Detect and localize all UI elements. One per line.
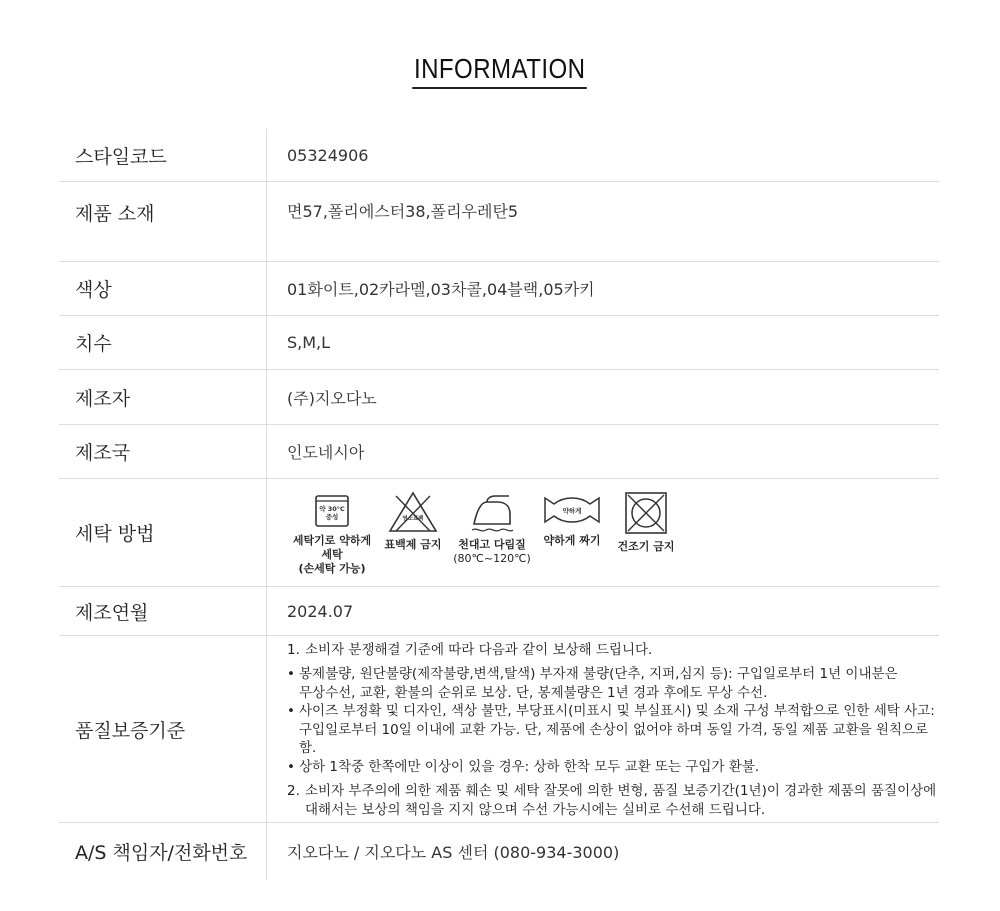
row-material: [59, 182, 939, 262]
wash-label: 세탁 방법: [59, 479, 267, 586]
wash-item-wring: [537, 490, 607, 548]
row-style-code: [59, 129, 939, 182]
quality-item2-number: 2.: [287, 783, 300, 800]
row-quality: [59, 636, 939, 823]
no-bleach-inner: 염소표백: [402, 515, 424, 522]
quality-bullet1-line2: 무상수선, 교환, 환불의 순위로 보상. 단, 봉제불량은 1년 경과 후에도 무상 수선.: [299, 684, 768, 701]
as-label: A/S 책임자/전화번호: [59, 823, 267, 880]
wash-caption-wring: 약하게 짜기: [543, 533, 601, 547]
as-value: 지오다노 / 지오다노 AS 센터 (080-934-3000): [287, 843, 620, 862]
quality-bullet3-line1: 상하 1착중 한쪽에만 이상이 있을 경우: 상하 한착 모두 교환 또는 구입가 환불.: [299, 758, 760, 775]
row-country: [59, 425, 939, 479]
country-value: 인도네시아: [287, 443, 365, 462]
quality-bullet2-line1: 사이즈 부정확 및 디자인, 색상 불만, 부당표시(미표시 및 부실표시) 및 소재 구성 부적합으로 인한 세탁 사고:: [299, 703, 935, 720]
wash-item-machine: [287, 490, 377, 576]
wash-caption-dryer: 건조기 금지: [617, 539, 675, 553]
style-code-value: 05324906: [287, 145, 369, 165]
wash-item-dryer: [611, 490, 681, 554]
color-value: 01화이트,02카라멜,03차콜,04블랙,05카키: [287, 280, 595, 299]
quality-bullet: • 봉제불량, 원단불량(제작불량,변색,탈색) 부자재 불량(단추, 지퍼,심지 등): 구입일로부터 1년 이내분은 무상수선, 교환, 환불의 순위로 보상. 단, 봉제불량은 1년 경과 후에도 무상 수선.: [287, 666, 898, 701]
material-label: 제품 소재: [59, 182, 267, 261]
wash-caption-machine: 세탁기로 약하게 세탁: [292, 533, 372, 561]
date-label: 제조연월: [59, 587, 267, 635]
quality-item2-line1: 소비자 부주의에 의한 제품 훼손 및 세탁 잘못에 의한 변형, 품질 보증기간(1년)이 경과한 제품의 품질이상에: [305, 783, 937, 800]
row-maker: [59, 370, 939, 425]
no-tumble-dry-icon: [623, 490, 669, 536]
page-title: INFORMATION: [413, 52, 588, 89]
country-label: 제조국: [59, 425, 267, 478]
info-table: [59, 129, 939, 880]
size-label: 치수: [59, 316, 267, 369]
wash-item-iron: [453, 490, 531, 566]
quality-label: 품질보증기준: [59, 636, 267, 822]
iron-icon: [469, 490, 515, 534]
quality-text: [287, 639, 939, 820]
wring-inner: 약하게: [562, 506, 582, 515]
quality-bullet: • 사이즈 부정확 및 디자인, 색상 불만, 부당표시(미표시 및 부실표시) 및 소재 구성 부적합으로 인한 세탁 사고: 구입일로부터 10일 이내에 교환 가능. 단, 제품에 손상이 없어야 하며 동일 가격, 동일 제품 교환을 원칙으로 함.: [287, 703, 935, 757]
wash-icons: [287, 490, 681, 576]
date-value: 2024.07: [287, 601, 354, 621]
wash-tub-icon: [312, 490, 352, 530]
maker-value: (주)지오다노: [287, 388, 377, 408]
quality-item2-line2: 대해서는 보상의 책임을 지지 않으며 수선 가능시에는 실비로 수선해 드립니다.: [305, 801, 766, 818]
material-value: 면57,폴리에스터38,폴리우레탄5: [287, 202, 519, 221]
wash-caption-bleach: 표백제 금지: [384, 537, 442, 551]
size-value: S,M,L: [287, 333, 331, 352]
wash-tub-temp: 약 30°C: [319, 504, 345, 513]
quality-bullet2-line2: 구입일로부터 10일 이내에 교환 가능. 단, 제품에 손상이 없어야 하며 동일 가격, 동일 제품 교환을 원칙으로 함.: [299, 721, 929, 757]
maker-label: 제조자: [59, 370, 267, 424]
quality-item1: 소비자 분쟁해결 기준에 따라 다음과 같이 보상해 드립니다.: [305, 641, 653, 658]
quality-bullet: • 상하 1착중 한쪽에만 이상이 있을 경우: 상하 한착 모두 교환 또는 구입가 환불.: [287, 758, 760, 775]
wash-caption-iron-sub: (80℃~120℃): [453, 551, 531, 565]
style-code-label: 스타일코드: [59, 129, 267, 181]
row-color: [59, 262, 939, 316]
row-after-service: [59, 823, 939, 880]
quality-item1-number: 1.: [287, 641, 300, 658]
color-label: 색상: [59, 262, 267, 315]
wash-item-bleach: [381, 490, 445, 552]
quality-bullet1-line1: 봉제불량, 원단불량(제작불량,변색,탈색) 부자재 불량(단추, 지퍼,심지 등): 구입일로부터 1년 이내분은: [299, 666, 898, 683]
row-size: [59, 316, 939, 370]
wash-caption-iron: 천대고 다림질: [458, 537, 526, 551]
wring-icon: [542, 490, 602, 530]
wash-caption-machine-sub: (손세탁 가능): [298, 561, 366, 575]
no-bleach-icon: [387, 490, 439, 534]
row-manufacture-date: [59, 587, 939, 636]
wash-tub-neutral: 중성: [325, 512, 339, 521]
row-wash: [59, 479, 939, 587]
